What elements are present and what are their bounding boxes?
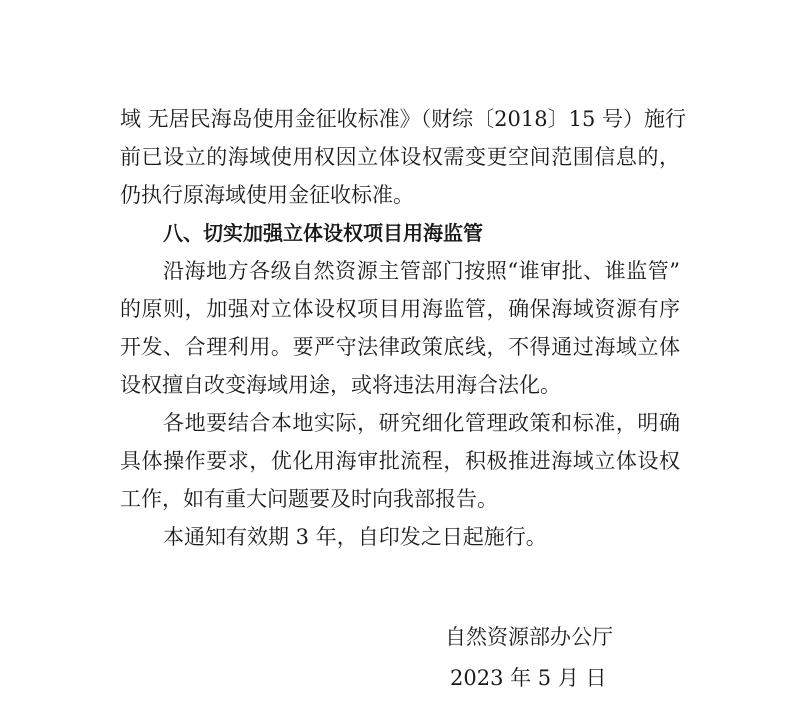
- signature-issuer: 自然资源部办公厅: [445, 625, 613, 649]
- paragraph-1-line-2: 前已设立的海域使用权因立体设权需变更空间范围信息的，: [120, 145, 680, 169]
- paragraph-2-line-1: 沿海地方各级自然资源主管部门按照“谁审批、谁监管”: [163, 259, 680, 283]
- paragraph-3-line-2: 具体操作要求，优化用海审批流程，积极推进海域立体设权: [120, 449, 680, 473]
- paragraph-2-line-4: 设权擅自改变海域用途，或将违法用海合法化。: [120, 373, 561, 397]
- paragraph-3-line-1: 各地要结合本地实际，研究细化管理政策和标准，明确: [163, 411, 680, 435]
- paragraph-4-line-1: 本通知有效期 3 年，自印发之日起施行。: [163, 525, 547, 549]
- paragraph-3-line-3: 工作，如有重大问题要及时向我部报告。: [120, 487, 498, 511]
- paragraph-1-line-3: 仍执行原海域使用金征收标准。: [120, 183, 414, 207]
- paragraph-2-line-2: 的原则，加强对立体设权项目用海监管，确保海域资源有序: [120, 297, 680, 321]
- signature-date: 2023 年 5 月 日: [450, 666, 607, 690]
- section-heading: 八、切实加强立体设权项目用海监管: [163, 221, 483, 245]
- paragraph-2-line-3: 开发、合理利用。要严守法律政策底线，不得通过海域立体: [120, 335, 680, 359]
- paragraph-1-line-1: 域 无居民海岛使用金征收标准》（财综〔2018〕15 号）施行: [120, 107, 687, 131]
